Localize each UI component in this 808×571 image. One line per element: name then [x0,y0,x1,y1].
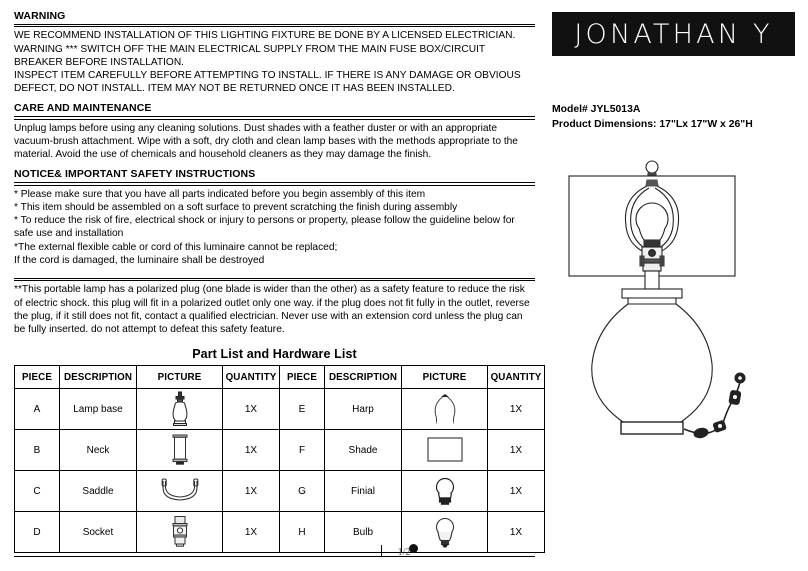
polarized-divider [14,278,535,281]
spacer-2 [14,336,535,347]
neck-icon [157,445,203,456]
cell-piece: C [15,471,60,512]
brand-logo-text: JONATHAN Y [574,18,773,50]
cell-quantity: 1X [488,430,545,471]
table-header-row [15,366,545,389]
cell-description: Lamp base [60,389,137,430]
product-info [552,102,802,132]
polarized-plug-section [14,278,535,336]
notice-divider [14,182,535,185]
notice-heading: NOTICE& IMPORTANT SAFETY INSTRUCTIONS [14,168,256,181]
socket-icon [157,527,203,538]
cell-picture [137,389,223,430]
col-header-quantity-right: QUANTITY [488,366,545,389]
warning-heading: WARNING [14,10,66,22]
cell-picture [402,471,488,512]
cell-description: Finial [325,471,402,512]
cell-quantity: 1X [488,512,545,553]
cell-picture [137,430,223,471]
parts-table [14,365,545,553]
product-dimensions: Product Dimensions: 17"Lx 17"W x 26"H [552,119,753,130]
cell-quantity: 1X [223,512,280,553]
notice-section [14,168,535,267]
bulb-icon [422,527,468,538]
warning-line-1: WE RECOMMEND INSTALLATION OF THIS LIGHTING FIXTURE BE DONE BY A LICENSED ELECTRICIAN. [14,30,516,42]
cell-piece: A [15,389,60,430]
cell-piece: F [280,430,325,471]
right-content-column [552,12,802,132]
brand-logo [552,12,795,56]
assembled-table-lamp-illustration [548,152,806,452]
notice-line-5: If the cord is damaged, the luminaire shall be destroyed [14,254,265,266]
care-body: Unplug lamps before using any cleaning solutions. Dust shades with a feather duster or with an appropriate vacuum-brush attachment. Wipe with a soft, dry cloth and clean lamp bases with the methods appropriate to the material. Avoid the use of chemicals and household cleaners as they may damage the finish. [14,122,518,161]
cell-quantity: 1X [488,471,545,512]
cell-description: Bulb [325,512,402,553]
table-row [15,430,545,471]
finial-icon [422,486,468,497]
cell-picture [402,389,488,430]
cell-description: Neck [60,430,137,471]
notice-line-1: * Please make sure that you have all parts indicated before you begin assembly of this item [14,188,426,200]
cell-quantity: 1X [223,430,280,471]
care-divider [14,116,535,119]
warning-line-3: INSPECT ITEM CAREFULLY BEFORE ATTEMPTING TO INSTALL. IF THERE IS ANY DAMAGE OR OBVIOUS DEFECT, DO NOT INSTALL. ITEM MAY NOT BE RETURNED ONCE IT HAS BEEN INSTALLED. [14,70,521,95]
saddle-icon [155,486,205,497]
polarized-body: **This portable lamp has a polarized plug (one blade is wider than the other) as a safety feature to reduce the risk of electric shock. this plug will fit in a polarized outlet only one way. if the plug does not fit fully in the outlet, reverse the plug, if it still does not fit, contact a qualified electrician. Never use with an extension cord unless the plug can be fully inserted. do not attempt to defeat this safety feature. [14,284,530,336]
care-heading: CARE AND MAINTENANCE [14,102,152,115]
col-header-description-right: DESCRIPTION [325,366,402,389]
care-section [14,102,535,161]
col-header-description-left: DESCRIPTION [60,366,137,389]
cell-piece: E [280,389,325,430]
page-number: 1/2 [397,547,411,558]
col-header-picture-left: PICTURE [137,366,223,389]
notice-line-4: *The external flexible cable or cord of this luminaire cannot be replaced; [14,241,338,253]
col-header-piece-left: PIECE [15,366,60,389]
cell-piece: B [15,430,60,471]
cell-description: Socket [60,512,137,553]
col-header-picture-right: PICTURE [402,366,488,389]
col-header-piece-right: PIECE [280,366,325,389]
cell-picture [402,430,488,471]
warning-divider [14,24,535,27]
cell-quantity: 1X [223,471,280,512]
left-content-column [14,10,542,553]
col-header-quantity-left: QUANTITY [223,366,280,389]
cell-description: Harp [325,389,402,430]
notice-line-2: * This item should be assembled on a soft surface to prevent scratching the finish during assembly [14,202,458,213]
warning-line-2: WARNING *** SWITCH OFF THE MAIN ELECTRICAL SUPPLY FROM THE MAIN FUSE BOX/CIRCUIT BREAKER BEFORE INSTALLATION. [14,43,485,68]
cell-picture [137,471,223,512]
lamp-base-icon [157,404,203,415]
cell-quantity: 1X [488,389,545,430]
spacer [14,267,535,278]
cell-description: Saddle [60,471,137,512]
parts-table-title: Part List and Hardware List [192,347,357,362]
warning-body [14,29,535,95]
table-row [15,471,545,512]
table-row [15,389,545,430]
notice-line-3: * To reduce the risk of fire, electrical shock or injury to persons or property, please follow the guideline below for safe use and installation [14,215,515,240]
cell-description: Shade [325,430,402,471]
cell-quantity: 1X [223,389,280,430]
shade-icon [422,445,468,456]
notice-body [14,188,535,267]
model-number: Model# JYL5013A [552,104,641,115]
warning-section [14,10,535,95]
cell-piece: H [280,512,325,553]
cell-piece: G [280,471,325,512]
cell-piece: D [15,512,60,553]
harp-icon [422,404,468,415]
